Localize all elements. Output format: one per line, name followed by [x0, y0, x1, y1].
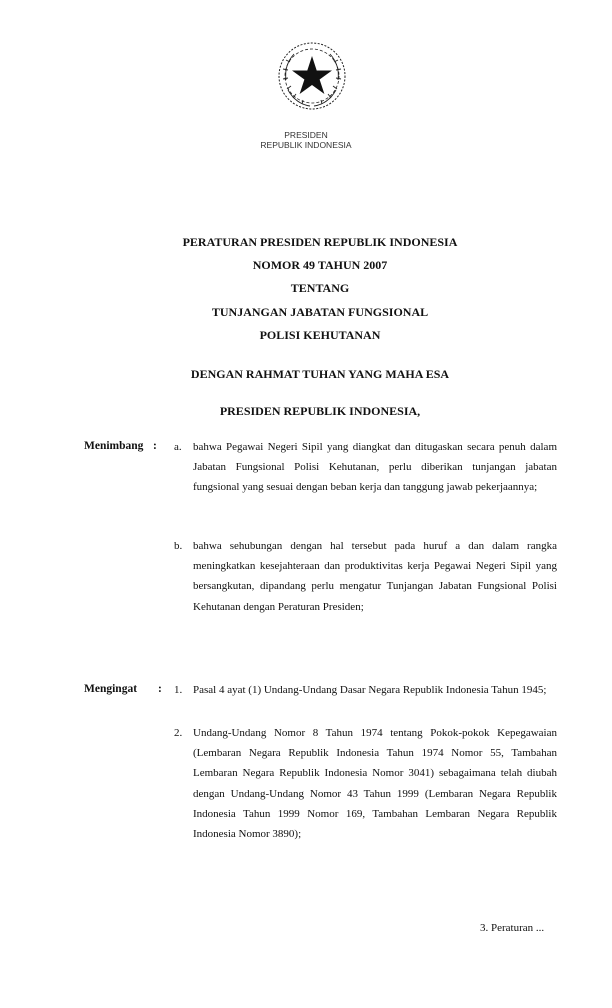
title-line-regulation: PERATURAN PRESIDEN REPUBLIK INDONESIA: [182, 235, 458, 249]
page-continuation: 3. Peraturan ...: [480, 922, 545, 934]
item-marker: a.: [174, 441, 182, 453]
item-text: Undang-Undang Nomor 8 Tahun 1974 tentang Pokok-pokok Kepegawaian (Lembaran Negara Republik Indonesia Tahun 1974 Nomor 55, Tambahan Lembaran Negara Republik Indonesia Nomor 3041) sebagaimana telah diubah dengan Undang-Undang Nomor 43 Tahun 1999 (Lembaran Negara Republik Indonesia Tahun 1999 Nomor 169, Tambahan Lembaran Negara Republik Indonesia Nomor 3890);: [193, 727, 557, 841]
item-marker: 1.: [174, 684, 183, 696]
menimbang-item-b: [174, 536, 557, 617]
title-line-tentang: TENTANG: [290, 281, 350, 296]
emblem-caption-republik: REPUBLIK INDONESIA: [260, 140, 352, 150]
mengingat-item-1: [174, 680, 557, 700]
title-line-subject: TUNJANGAN JABATAN FUNGSIONAL: [211, 304, 429, 319]
menimbang-colon: :: [153, 440, 157, 452]
mengingat-colon: :: [158, 683, 162, 695]
mengingat-item-2: [174, 723, 557, 844]
document-title: [0, 234, 612, 350]
item-marker: 2.: [174, 727, 183, 739]
item-text: Pasal 4 ayat (1) Undang-Undang Dasar Negara Republik Indonesia Tahun 1945;: [193, 684, 547, 696]
menimbang-item-a: [174, 437, 557, 498]
garuda-emblem-icon: [276, 40, 348, 112]
invocation: DENGAN RAHMAT TUHAN YANG MAHA ESA: [190, 367, 450, 381]
item-marker: b.: [174, 540, 183, 552]
authority-heading: PRESIDEN REPUBLIK INDONESIA,: [219, 404, 421, 418]
item-text: bahwa sehubungan dengan hal tersebut pada huruf a dan dalam rangka meningkatkan kesejahteraan dan produktivitas kerja Pegawai Negeri Sipil yang bersangkutan, dipandang perlu mengatur Tunjangan Jabatan Fungsional Polisi Kehutanan dengan Peraturan Presiden;: [193, 540, 557, 613]
title-line-number: NOMOR 49 TAHUN 2007: [252, 258, 388, 273]
mengingat-label: Mengingat: [84, 683, 138, 695]
title-line-subject-2: POLISI KEHUTANAN: [259, 327, 381, 342]
menimbang-label: Menimbang: [84, 440, 144, 452]
emblem-caption-presiden: PRESIDEN: [284, 130, 328, 140]
item-text: bahwa Pegawai Negeri Sipil yang diangkat dan ditugaskan secara penuh dalam Jabatan Fungsional Polisi Kehutanan, perlu diberikan tunjangan jabatan fungsional yang sesuai dengan beban kerja dan tanggung jawab pekerjaannya;: [193, 441, 557, 494]
